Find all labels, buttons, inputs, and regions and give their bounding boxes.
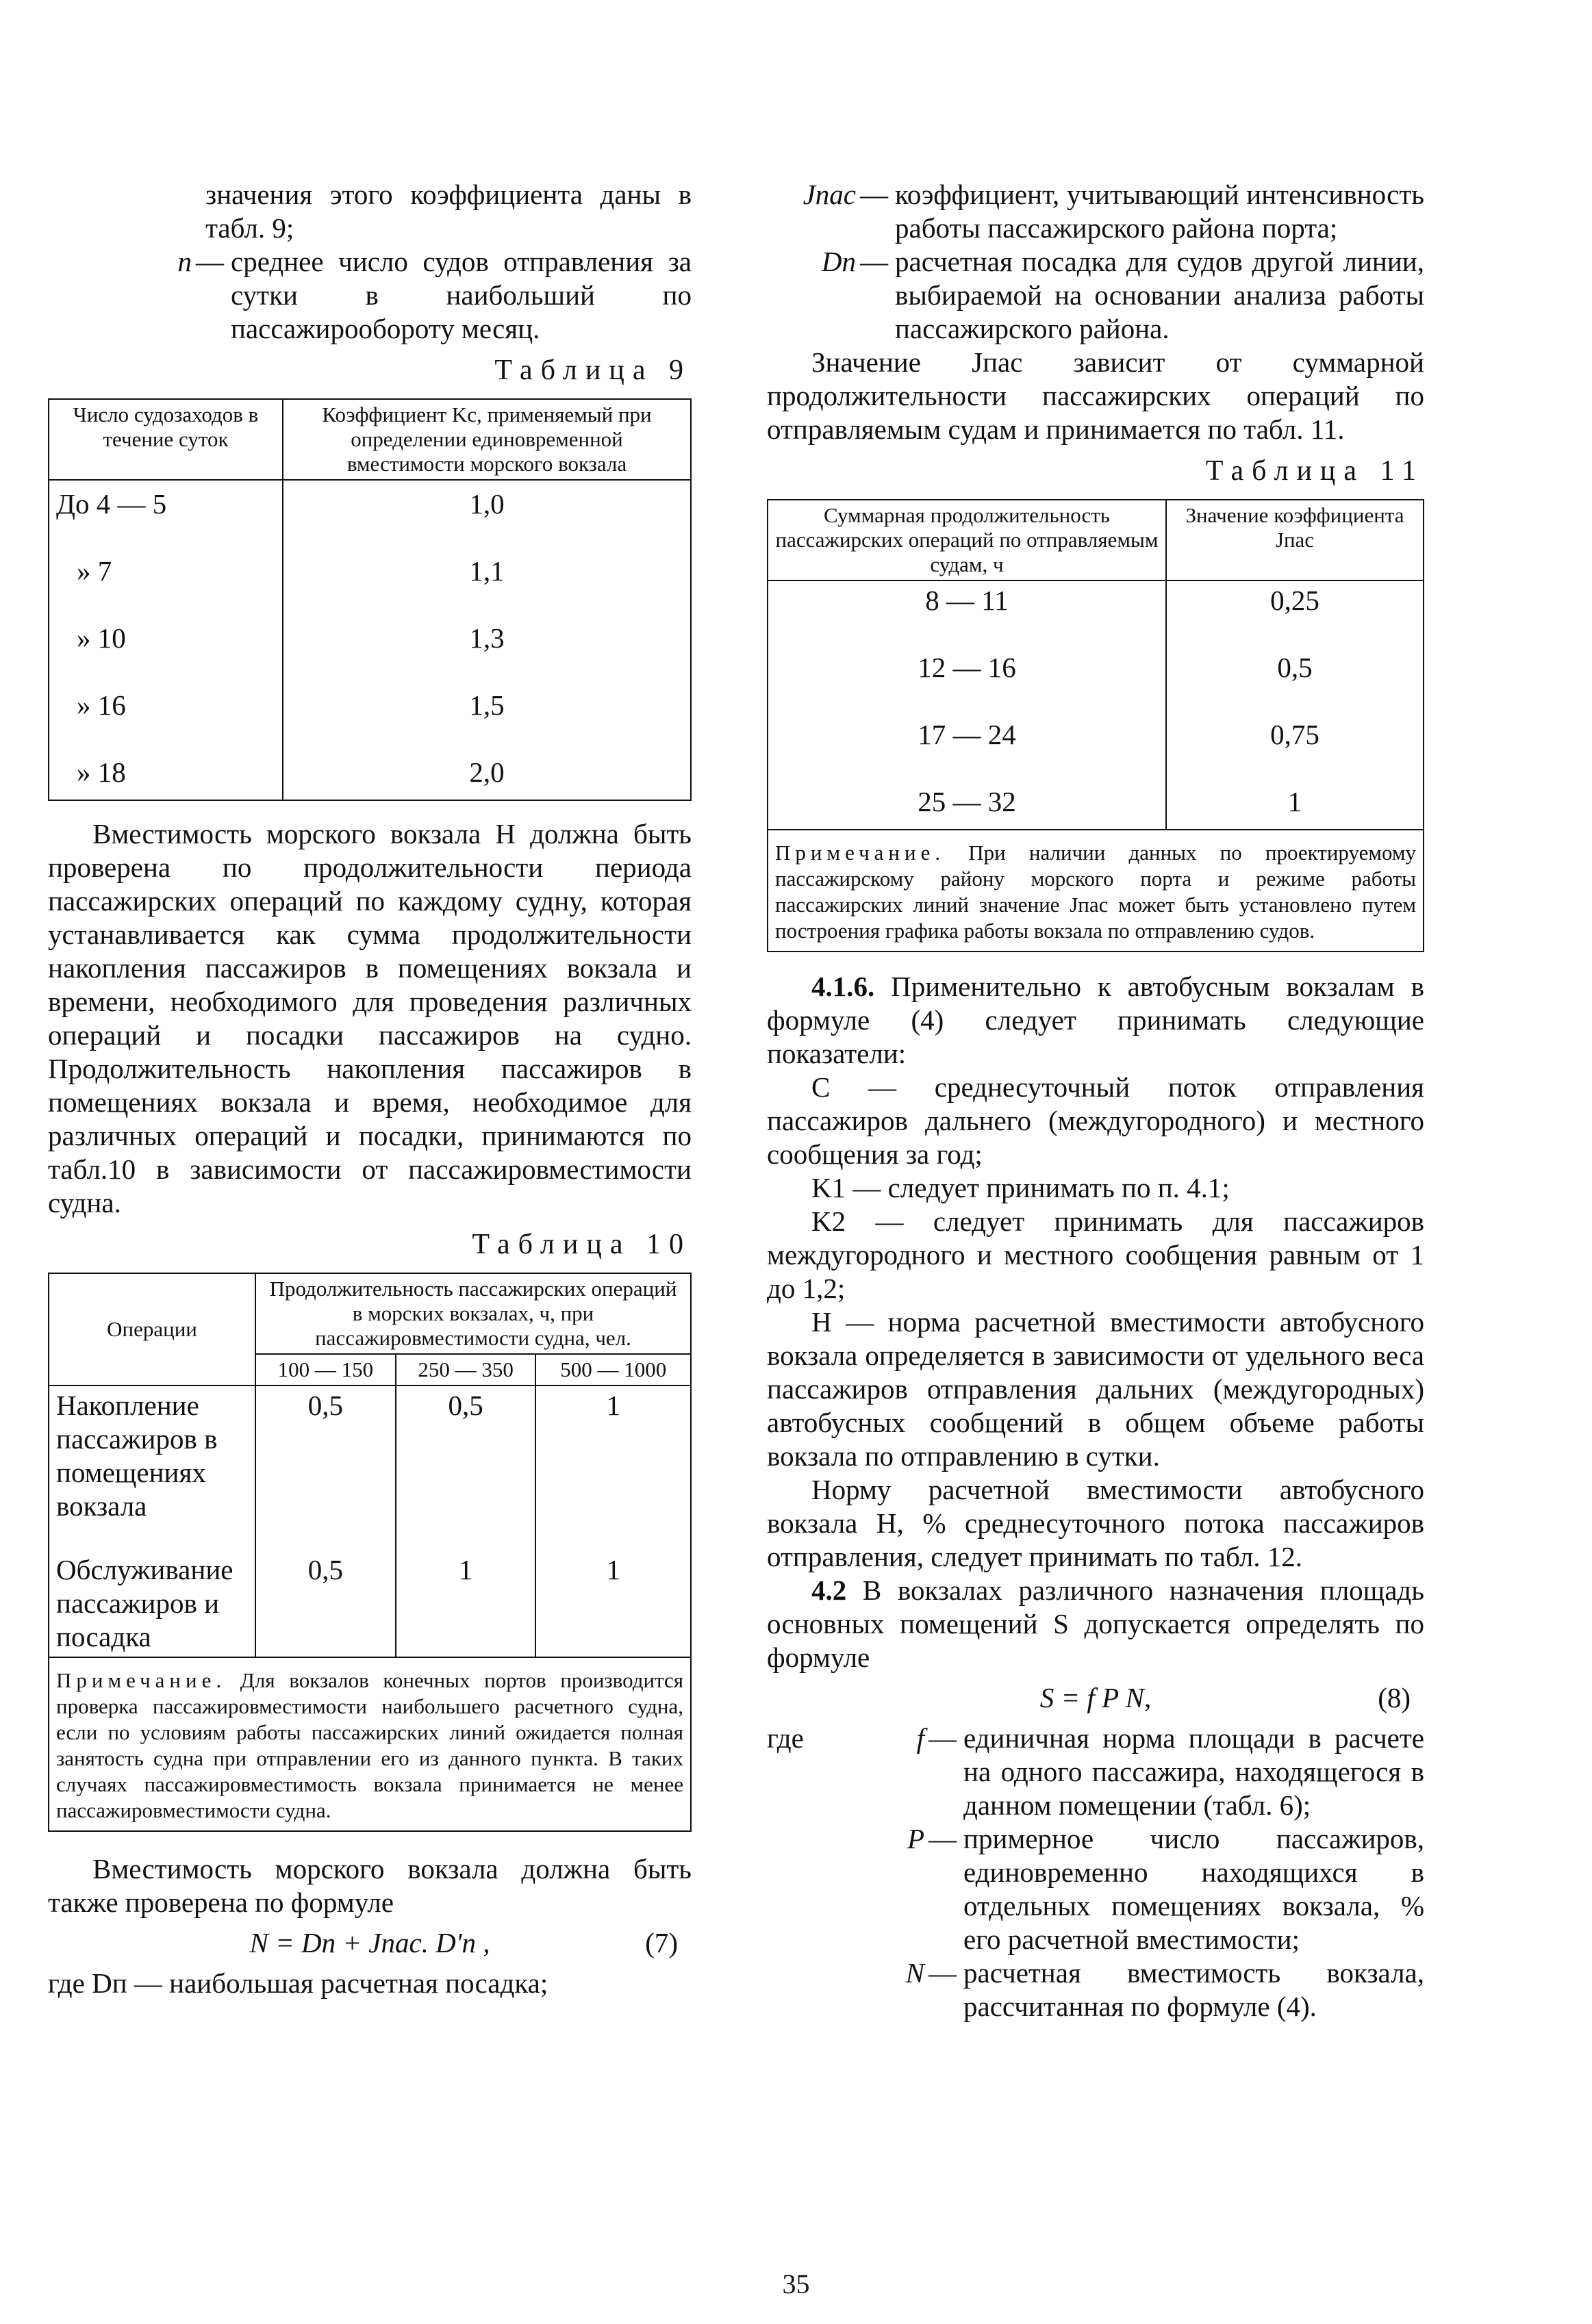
clause-number: 4.2 [811, 1574, 847, 1606]
left-column [48, 178, 692, 2000]
note-text: Для вокзалов конечных портов производится проверка пассажировместимости наибольшего расчетного судна, если по условиям работы пассажирских линий ожидается полная занятость судна при отправлении его из данного пункта. В таких случаях пассажировместимость вокзала принимается не менее пассажировместимости судна. [56, 1668, 683, 1822]
table-cell: 1,3 [283, 619, 691, 686]
paragraph-k2: K2 — следует принимать для пассажиров междугородного и местного сообщения равным от 1 до 1,2; [767, 1205, 1424, 1304]
paragraph-jpas: Значение Jпас зависит от суммарной продолжительности пассажирских операций по отправляемым судам и принимается по табл. 11. [767, 346, 1424, 445]
table-cell: » 10 [49, 619, 283, 686]
definition-text: коэффициент, учитывающий интенсивность работы пассажирского района порта; [895, 179, 1424, 244]
table10-col-header: 250 — 350 [396, 1354, 536, 1386]
table-cell: 1 [535, 1386, 691, 1526]
formula-number: (7) [645, 1927, 678, 1958]
table10-header-operations: Операции [49, 1273, 255, 1386]
table-cell: 8 — 11 [768, 580, 1166, 648]
table-cell: 2,0 [283, 753, 691, 800]
clause-text: Применительно к автобусным вокзалам в формуле (4) следует принимать следующие показатели: [767, 971, 1424, 1069]
table10 [48, 1273, 692, 1832]
formula-text: S = f P N, [1039, 1682, 1152, 1713]
formula-text: N = Dп + Jпас. D'п , [249, 1927, 490, 1958]
table-cell: 1 [396, 1526, 536, 1657]
table10-caption: Таблица 10 [472, 1229, 692, 1260]
note-label: Примечание. [56, 1668, 227, 1692]
table-cell: 0,5 [255, 1526, 396, 1657]
paragraph-c: С — среднесуточный поток отправления пассажиров дальнего (междугородного) и местного сообщения за год; [767, 1071, 1424, 1170]
right-column [767, 178, 1424, 2023]
definition-f: где f — единичная норма площади в расчете на одного пассажира, находящегося в данном помещении (табл. 6); [767, 1722, 1424, 1821]
definition-text: расчетная посадка для судов другой линии, выбираемой на основании анализа работы пассажирского района. [895, 246, 1424, 344]
table-cell: Накопление пассажиров в помещениях вокзала [49, 1386, 255, 1526]
table-cell: 0,75 [1166, 715, 1424, 782]
table11-note [768, 830, 1424, 952]
definition-text: единичная норма площади в расчете на одного пассажира, находящегося в данном помещении (табл. 6); [963, 1722, 1424, 1821]
table-cell: 12 — 16 [768, 648, 1166, 715]
paragraph-4-1-6 [767, 970, 1424, 1071]
paragraph-formula-intro: Вместимость морского вокзала должна быть также проверена по формуле [48, 1853, 692, 1918]
definition-N: N — расчетная вместимость вокзала, рассчитанная по формуле (4). [767, 1956, 1424, 2023]
table-cell: » 16 [49, 686, 283, 753]
definition-symbol: P [907, 1823, 924, 1854]
paragraph-h: Н — норма расчетной вместимости автобусного вокзала определяется в зависимости от удельного веса пассажиров отправления дальних (междугородных) автобусных сообщений в общем объеме работы вокзала по отправлению в сутки. [767, 1306, 1424, 1472]
table9 [48, 398, 692, 801]
table10-col-header: 500 — 1000 [535, 1354, 691, 1386]
definition-text: примерное число пассажиров, единовременно находящихся в отдельных помещениях вокзала, % его расчетной вместимости; [963, 1823, 1424, 1955]
table10-header-duration: Продолжительность пассажирских операций в морских вокзалах, ч, при пассажировместимости судна, чел. [255, 1273, 691, 1354]
note-text: При наличии данных по проектируемому пассажирскому району морского порта и режиме работы пассажирских линий значение Jпас может быть установлено путем построения графика работы вокзала по отправлению судов. [775, 841, 1416, 943]
table11-header-col1: Суммарная продолжительность пассажирских операций по отправляемым судам, ч [768, 500, 1166, 580]
table-cell: До 4 — 5 [49, 480, 283, 552]
table10-col-header: 100 — 150 [255, 1354, 396, 1386]
definition-symbol: n [177, 246, 192, 277]
definition-n: n — среднее число судов отправления за сутки в наибольший по пассажирообороту месяц. [48, 245, 692, 346]
table-cell: 1 [1166, 782, 1424, 830]
definition-symbol: Jпас [803, 179, 856, 210]
formula-8 [767, 1681, 1424, 1715]
paragraph-vmestimost: Вместимость морского вокзала Н должна быть проверена по продолжительности периода пассажирских операций по каждому судну, которая устанавливается как сумма продолжительности накопления пассажиров в помещениях вокзала и времени, необходимого для проведения различных операций и посадки пассажиров на судно. Продолжительность накопления пассажиров в помещениях вокзала и время, необходимое для различных операций и посадки, принимаются по табл.10 в зависимости от пассажировместимости судна. [48, 818, 692, 1218]
definition-symbol: N [905, 1957, 924, 1989]
clause-number: 4.1.6. [811, 971, 875, 1002]
where-dp: где Dп — наибольшая расчетная посадка; [48, 1967, 548, 1999]
table10-note [49, 1657, 691, 1831]
page-number: 35 [782, 2269, 810, 2299]
table11-header-col2: Значение коэффициента Jпас [1166, 500, 1424, 580]
table9-caption: Таблица 9 [494, 355, 692, 386]
definition-text: среднее число судов отправления за сутки в наибольший по пассажирообороту месяц. [231, 246, 692, 344]
table-cell: 1,0 [283, 480, 691, 552]
table-cell: 1,5 [283, 686, 691, 753]
note-label: Примечание. [775, 841, 946, 865]
table-cell: 25 — 32 [768, 782, 1166, 830]
table-cell: 0,25 [1166, 580, 1424, 648]
table-cell: » 18 [49, 753, 283, 800]
definition-symbol: Dп [821, 246, 856, 277]
definition-jpas: Jпас — коэффициент, учитывающий интенсивность работы пассажирского района порта; [767, 178, 1424, 245]
formula-7 [48, 1926, 692, 1960]
table-cell: 1 [535, 1526, 691, 1657]
table11 [767, 499, 1424, 952]
definition-symbol: f [916, 1722, 924, 1754]
paragraph-norma: Норму расчетной вместимости автобусного вокзала Н, % среднесуточного потока пассажиров отправления, следует принимать по табл. 12. [767, 1474, 1424, 1572]
table-cell: 0,5 [396, 1386, 536, 1526]
table-cell: 0,5 [1166, 648, 1424, 715]
definition-text: расчетная вместимость вокзала, рассчитанная по формуле (4). [963, 1957, 1424, 2022]
table11-caption: Таблица 11 [1205, 455, 1424, 487]
table-cell: 0,5 [255, 1386, 396, 1526]
table-cell: 1,1 [283, 552, 691, 619]
formula-number: (8) [1378, 1682, 1411, 1713]
table9-header-col2: Коэффициент Kс, применяемый при определении единовременной вместимости морского вокзала [283, 399, 691, 480]
table9-header-col1: Число судозаходов в течение суток [49, 399, 283, 480]
clause-text: В вокзалах различного назначения площадь основных помещений S допускается определять по формуле [767, 1574, 1424, 1673]
paragraph-4-2 [767, 1574, 1424, 1674]
definition-dp: Dп — расчетная посадка для судов другой линии, выбираемой на основании анализа работы пассажирского района. [767, 245, 1424, 346]
paragraph-k1: K1 — следует принимать по п. 4.1; [811, 1172, 1230, 1203]
where-label: где [767, 1722, 804, 1754]
table-cell: 17 — 24 [768, 715, 1166, 782]
intro-continuation: значения этого коэффициента даны в табл. 9; [205, 179, 692, 244]
definition-p: P — примерное число пассажиров, единовременно находящихся в отдельных помещениях вокзала, % его расчетной вместимости; [767, 1822, 1424, 1956]
table-cell: » 7 [49, 552, 283, 619]
table-cell: Обслуживание пассажиров и посадка [49, 1526, 255, 1657]
